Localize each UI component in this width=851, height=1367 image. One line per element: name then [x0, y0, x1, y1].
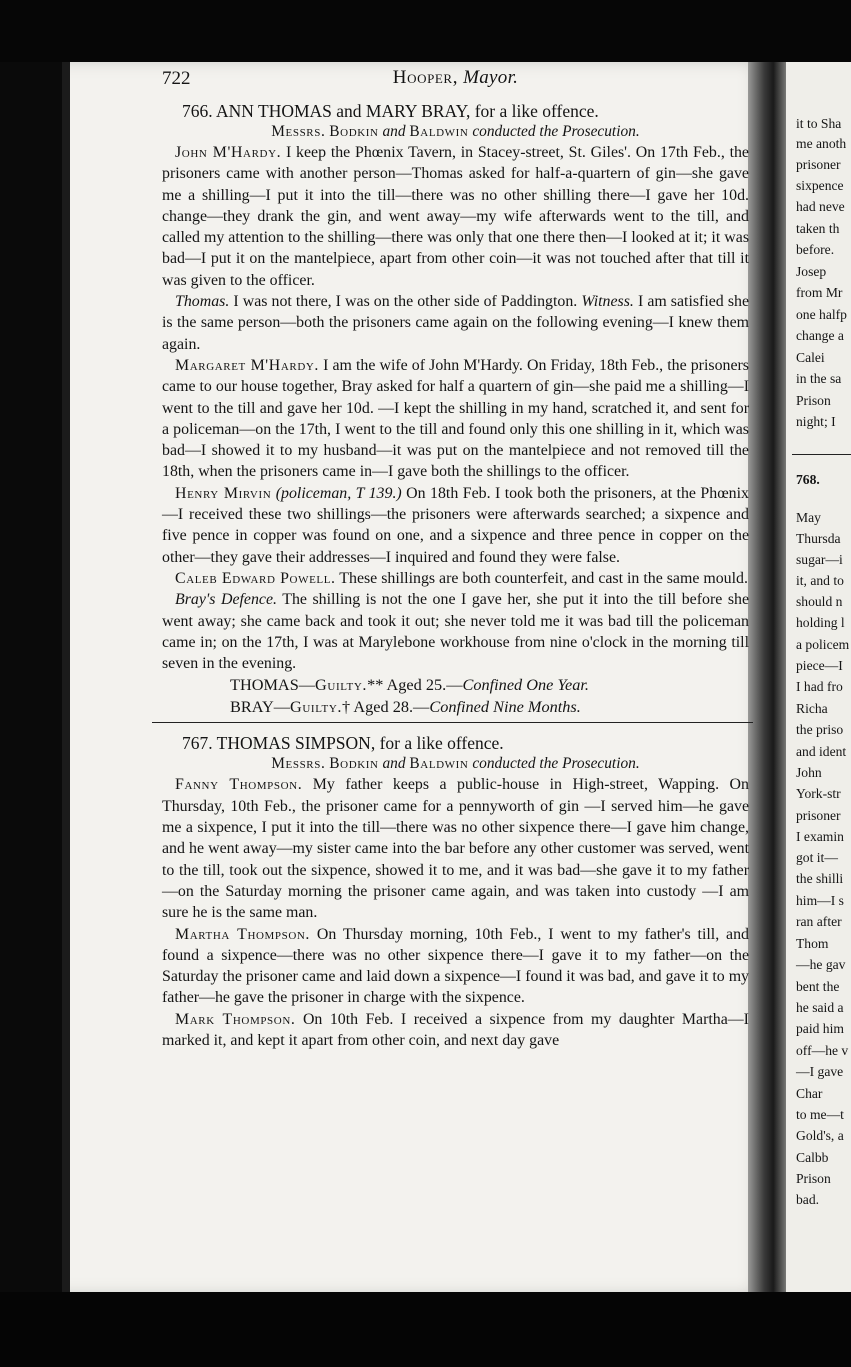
right-page-line: —I gave: [796, 1064, 844, 1079]
right-page-line: Thursda: [796, 531, 841, 546]
right-page-line: and ident: [796, 744, 847, 759]
right-page-line: I had fro: [796, 679, 843, 694]
speaker-label: Thomas.: [175, 293, 230, 311]
right-page-line: Calbb: [796, 1150, 829, 1165]
right-page-line: prisoner: [796, 808, 841, 823]
running-head: [162, 67, 749, 88]
testimony-paragraph: Henry Mirvin (policeman, T 139.) On 18th Feb. I took both the prisoners, at the Phœnix—I received these two shillings—the prisoners were afterwards searched; a sixpence and five pence in copper was found on one, and a sixpence and three pence in copper on the other—they gave their addresses—I inquired and found they were false.: [162, 484, 749, 566]
right-page-line: 768.: [796, 472, 820, 487]
testimony-paragraph: Thomas. I was not there, I was on the other side of Paddington. Witness. I am satisfied she is the same person—both the prisoners came again on the following evening—I knew them again.: [162, 293, 750, 353]
running-head-title: Mayor.: [463, 67, 519, 88]
right-page-line: sugar—i: [796, 552, 843, 567]
right-page-line: bent the: [796, 979, 840, 994]
testimony-paragraph: Mark Thompson. On 10th Feb. I received a sixpence from my daughter Martha—I marked it, and kept it apart from other coin, and next day gave: [162, 1010, 749, 1049]
right-page-line: him—I s: [796, 893, 844, 908]
witness-role: (policeman, T 139.): [275, 484, 402, 502]
right-page-line: John: [796, 765, 822, 780]
testimony-paragraph: Margaret M'Hardy. I am the wife of John M'Hardy. On Friday, 18th Feb., the prisoners came to our house together, Bray asked for half a quartern of gin—she paid me a shilling—I went to the till and gave her 10d. —I kept the shilling in my hand, scratched it, and sent for a policeman—on the 17th, I went to the till and found only this one shilling in it, which was bad—I showed it to my husband—it was put on the mantelpiece and not removed till the 18th, when the prisoners came in—I gave both the shillings to the officer.: [162, 356, 749, 481]
right-page-line: it, and to: [796, 573, 844, 588]
witness-name: Margaret M'Hardy.: [175, 356, 319, 374]
right-page-line: Josep: [796, 264, 827, 279]
case-767: [162, 732, 749, 1051]
counsel-line: Messrs. Bodkin and Baldwin conducted the Prosecution.: [271, 123, 640, 140]
testimony-paragraph: Caleb Edward Powell. These shillings are both counterfeit, and cast in the same mould.: [175, 569, 748, 587]
scan-bottom-border: [0, 1292, 851, 1367]
testimony-paragraph: John M'Hardy. I keep the Phœnix Tavern, in Stacey-street, St. Giles'. On 17th Feb., the prisoners came with another person—Thomas asked for half-a-quartern of gin—she gave me a shilling—I put it into the till—there was no other shilling there—I gave her 10d. change—they drank the gin, and went away—my wife afterwards went to the till, and called my attention to the shilling—there was only that one there then—I looked at it; it was bad—I put it on the mantelpiece, apart from other coin—it was not touched after that till it was given to the officer.: [162, 144, 749, 289]
right-page-line: it to Sha: [796, 116, 842, 131]
right-page-line: the shilli: [796, 871, 844, 886]
right-page-line: from Mr: [796, 285, 843, 300]
testimony-paragraph: Martha Thompson. On Thursday morning, 10th Feb., I went to my father's till, and found a sixpence—there was no other sixpence there—I gave it to my father—on the Saturday the prisoner came and laid down a sixpence—I found it was bad, and gave it to my father—he gave the prisoner in charge with the sixpence.: [162, 925, 749, 1007]
right-page-line: Gold's, a: [796, 1128, 844, 1143]
right-page-line: to me—t: [796, 1107, 844, 1122]
right-page-line: —he gav: [796, 957, 846, 972]
right-page-line: night; I: [796, 414, 836, 429]
counsel-line: Messrs. Bodkin and Baldwin conducted the Prosecution.: [271, 755, 640, 773]
witness-name: Mark Thompson.: [175, 1010, 296, 1028]
right-page-line: in the sa: [796, 371, 842, 386]
right-page-line: the priso: [796, 722, 844, 737]
witness-name: Caleb Edward Powell.: [175, 569, 336, 587]
right-page-line: Calei: [796, 350, 825, 365]
right-page-line: he said a: [796, 1000, 844, 1015]
case-title: 767. THOMAS SIMPSON, for a like offence.: [182, 733, 504, 754]
right-page-line: had neve: [796, 199, 845, 214]
right-page-line: me anoth: [796, 136, 847, 151]
verdict-line: THOMAS—Guilty.** Aged 25.—Confined One Year.: [230, 675, 589, 695]
speaker-label: Witness.: [581, 293, 634, 311]
right-page-line: one halfp: [796, 307, 847, 322]
case-divider: [152, 722, 753, 723]
testimony-paragraph: Fanny Thompson. My father keeps a public-house in High-street, Wapping. On Thursday, 10th Feb., the prisoner came for a pennyworth of gin —I served him—he gave me a sixpence, I put it into the till—there was no other sixpence there—I gave him change, and he went away—my sister came into the bar before any other customer was served, went to the till, took out the sixpence, showed it to me, and it was bad—she gave it to my father—on the Saturday morning the prisoner came again, and was taken into custody —I am sure he is the same man.: [162, 776, 749, 922]
right-page-line: bad.: [796, 1192, 820, 1207]
right-page-line: Char: [796, 1086, 823, 1101]
right-page-line: got it—: [796, 850, 838, 865]
verdict-line: BRAY—Guilty.† Aged 28.—Confined Nine Months.: [230, 696, 581, 716]
right-page-line: taken th: [796, 221, 840, 236]
right-page-line: prisoner: [796, 157, 841, 172]
right-page-line: piece—I: [796, 658, 843, 673]
right-page-line: Richa: [796, 701, 828, 716]
right-page-line: sixpence: [796, 178, 844, 193]
right-page-line: I examin: [796, 829, 844, 844]
page-text: [162, 62, 749, 1051]
right-page-line: paid him: [796, 1021, 844, 1036]
witness-name: John M'Hardy.: [175, 144, 282, 161]
right-page-line: May: [796, 510, 821, 525]
right-page-line: holding l: [796, 615, 845, 630]
witness-name: Martha Thompson.: [175, 925, 311, 943]
page-edge: [62, 62, 70, 1294]
right-page-line: off—he v: [796, 1043, 849, 1058]
witness-name: Fanny Thompson.: [175, 776, 303, 794]
right-page-line: before.: [796, 242, 835, 257]
right-page-line: change a: [796, 328, 844, 343]
right-page: [786, 62, 851, 1294]
right-page-line: should n: [796, 594, 843, 609]
right-page-line: a policem: [796, 637, 850, 652]
page-number: 722: [162, 68, 191, 89]
scan-top-border: [0, 0, 851, 62]
right-page-line: York-str: [796, 786, 841, 801]
case-766: [162, 100, 749, 717]
defence-paragraph: Bray's Defence. The shilling is not the one I gave her, she put it into the till before she went away; she came back and took it out; she never told me it was bad till the policeman came in; on the 17th, I was at Marylebone workhouse from nine o'clock in the morning till seven in the evening.: [162, 591, 749, 673]
page-header: [162, 62, 749, 96]
case-title: 766. ANN THOMAS and MARY BRAY, for a like offence.: [182, 101, 599, 121]
witness-name: Henry Mirvin: [175, 484, 272, 502]
right-page-divider: [792, 454, 851, 455]
right-page-line: Prison: [796, 393, 831, 408]
running-head-name: Hooper,: [392, 67, 459, 88]
right-page-line: Prison: [796, 1171, 831, 1186]
right-page-line: Thom: [796, 936, 829, 951]
speaker-label: Bray's Defence.: [175, 591, 278, 609]
right-page-line: ran after: [796, 914, 842, 929]
